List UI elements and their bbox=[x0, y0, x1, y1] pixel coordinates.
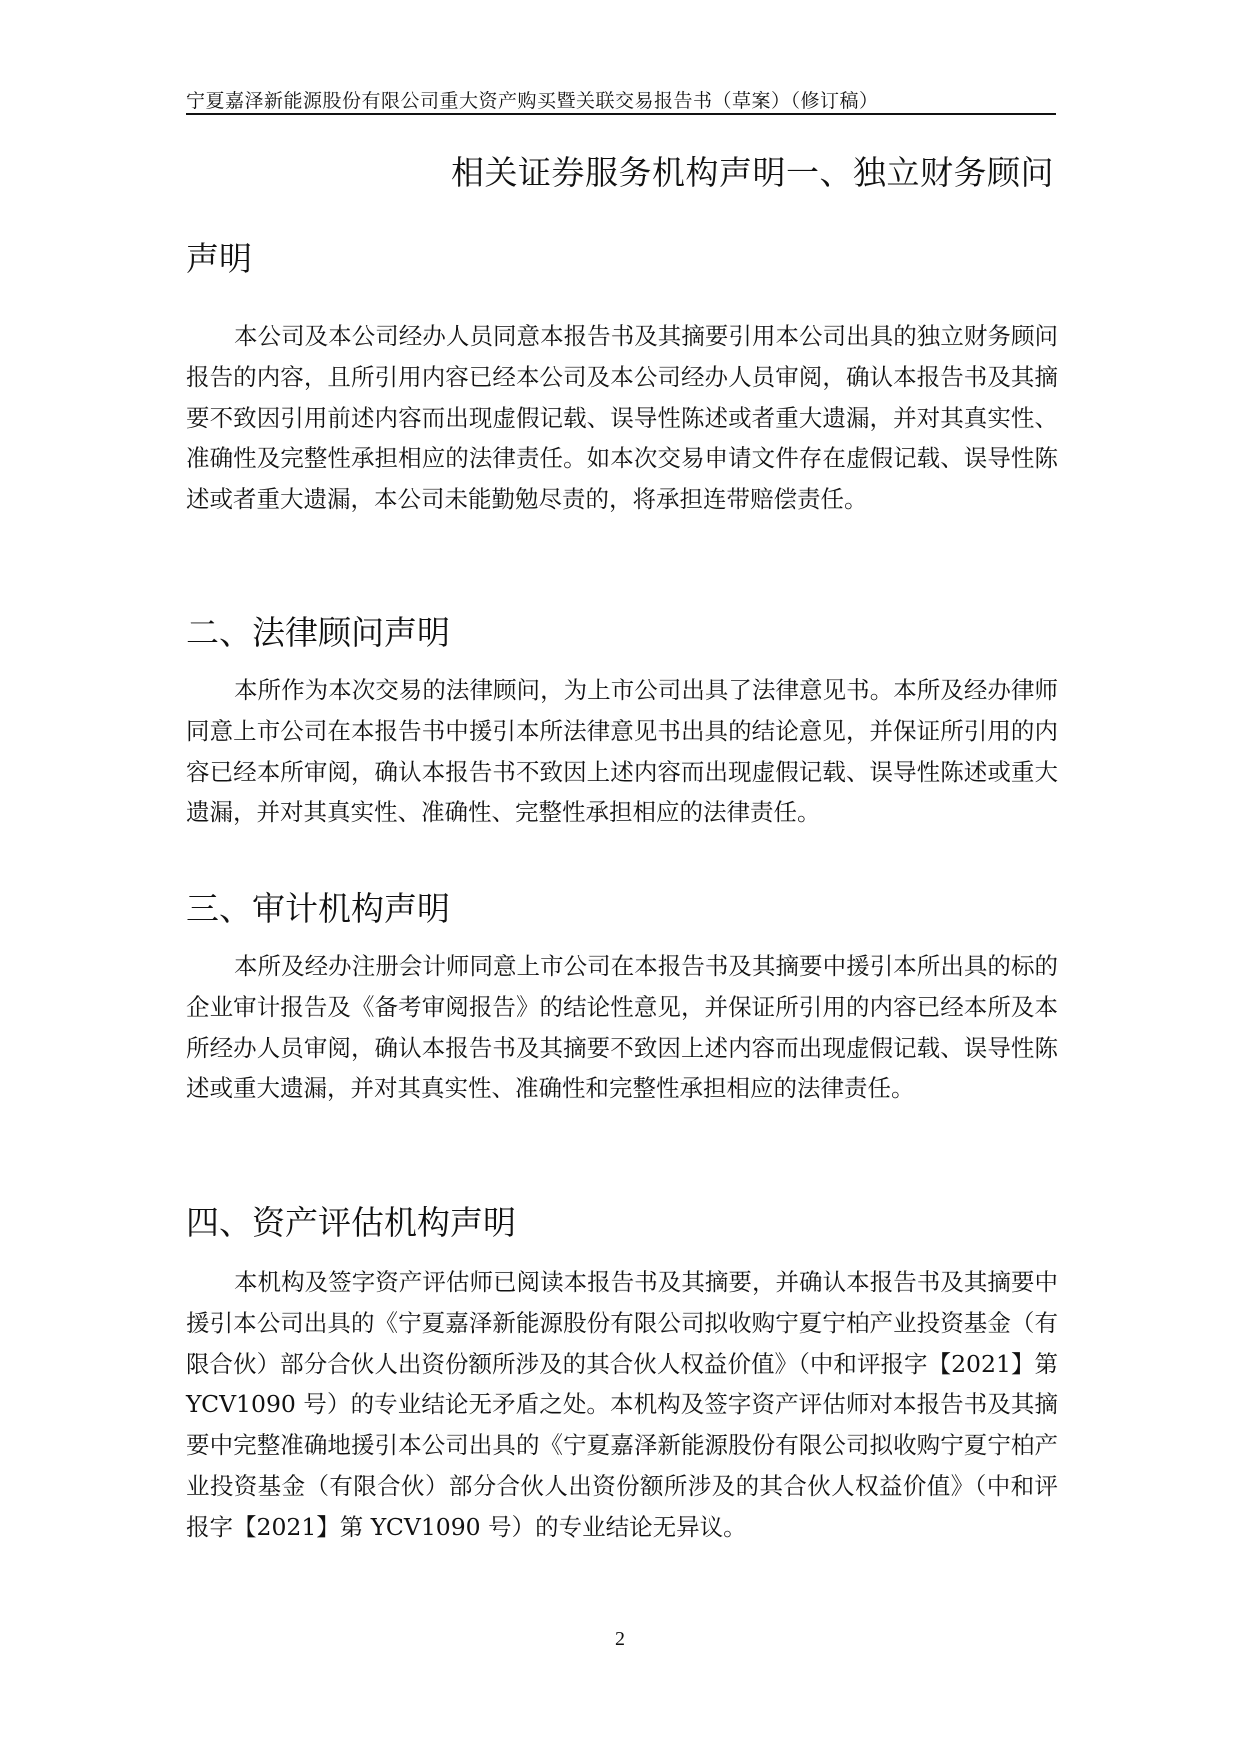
section-4-heading: 四、资产评估机构声明 bbox=[186, 1203, 516, 1242]
page-title-line-1: 相关证券服务机构声明一、独立财务顾问 bbox=[451, 153, 1054, 192]
page-title-line-2: 声明 bbox=[186, 239, 252, 278]
section-4-paragraph: 本机构及签字资产评估师已阅读本报告书及其摘要，并确认本报告书及其摘要中援引本公司出具的《宁夏嘉泽新能源股份有限公司拟收购宁夏宁柏产业投资基金（有限合伙）部分合伙人出资份额所涉及的其合伙人权益价值》（中和评报字【2021】第 YCV1090 号）的专业结论无矛盾之处。本机构及签字资产评估师对本报告书及其摘要中完整准确地援引本公司出具的《宁夏嘉泽新能源股份有限公司拟收购宁夏宁柏产业投资基金（有限合伙）部分合伙人出资份额所涉及的其合伙人权益价值》（中和评报字【2021】第 YCV1090 号）的专业结论无异议。 bbox=[186, 1268, 1058, 1541]
section-2-heading: 二、法律顾问声明 bbox=[186, 613, 450, 652]
header-divider bbox=[186, 113, 1056, 115]
section-3-heading: 三、审计机构声明 bbox=[186, 889, 450, 928]
section-2-paragraph: 本所作为本次交易的法律顾问，为上市公司出具了法律意见书。本所及经办律师同意上市公司在本报告书中援引本所法律意见书出具的结论意见，并保证所引用的内容已经本所审阅，确认本报告书不致因上述内容而出现虚假记载、误导性陈述或重大遗漏，并对其真实性、准确性、完整性承担相应的法律责任。 bbox=[186, 676, 1058, 827]
running-header: 宁夏嘉泽新能源股份有限公司重大资产购买暨关联交易报告书（草案）（修订稿） bbox=[186, 90, 879, 112]
page-number: 2 bbox=[615, 1628, 625, 1650]
section-3-paragraph: 本所及经办注册会计师同意上市公司在本报告书及其摘要中援引本所出具的标的企业审计报告及《备考审阅报告》的结论性意见，并保证所引用的内容已经本所及本所经办人员审阅，确认本报告书及其摘要不致因上述内容而出现虚假记载、误导性陈述或重大遗漏，并对其真实性、准确性和完整性承担相应的法律责任。 bbox=[186, 952, 1058, 1103]
section-1-paragraph: 本公司及本公司经办人员同意本报告书及其摘要引用本公司出具的独立财务顾问报告的内容，且所引用内容已经本公司及本公司经办人员审阅，确认本报告书及其摘要不致因引用前述内容而出现虚假记载、误导性陈述或者重大遗漏，并对其真实性、准确性及完整性承担相应的法律责任。如本次交易申请文件存在虚假记载、误导性陈述或者重大遗漏，本公司未能勤勉尽责的，将承担连带赔偿责任。 bbox=[186, 322, 1058, 514]
